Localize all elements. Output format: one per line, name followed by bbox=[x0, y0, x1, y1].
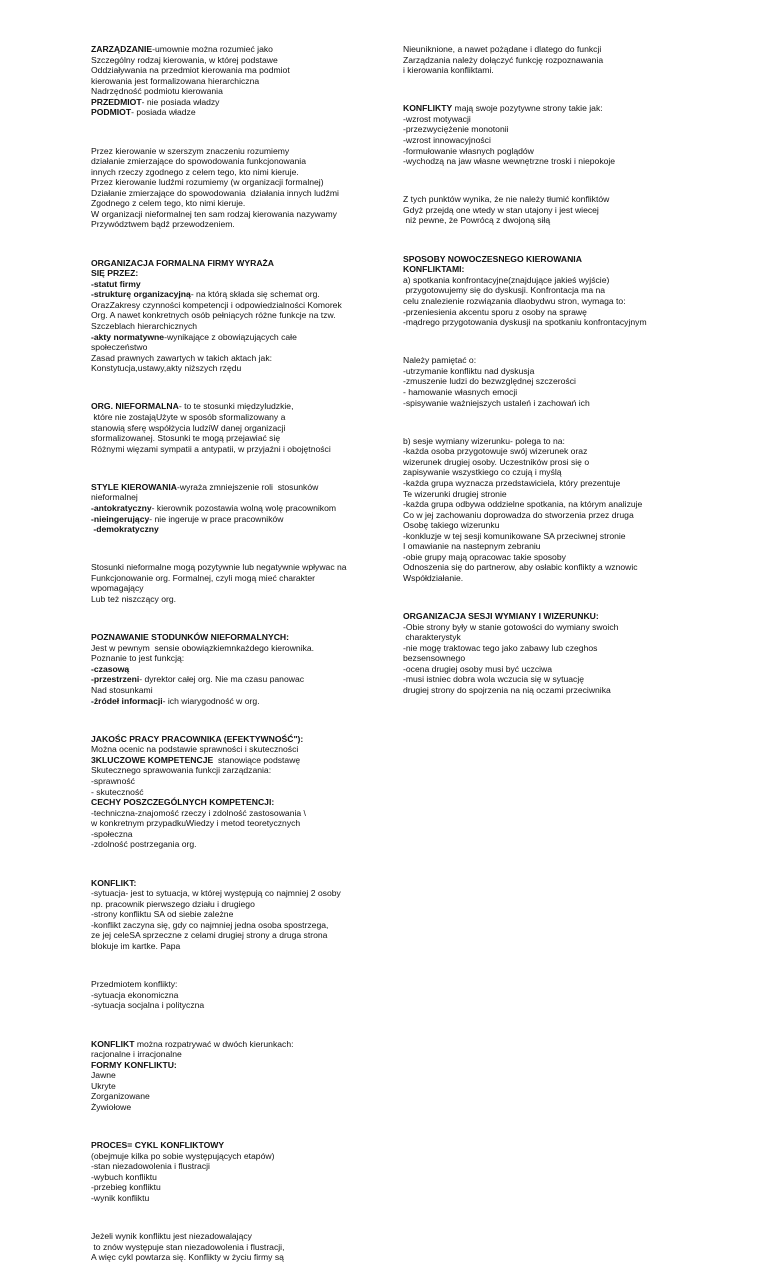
text-line bbox=[403, 611, 703, 622]
text-run: -zdolność postrzegania org. bbox=[91, 839, 197, 850]
text-line bbox=[91, 188, 391, 199]
blank-line bbox=[91, 463, 391, 474]
text-run: Przywództwem bądź przewodzeniem. bbox=[91, 219, 235, 230]
text-run: drugiej strony do spojrzenia na nią oczami przeciwnika bbox=[403, 685, 611, 696]
text-line bbox=[91, 818, 391, 829]
blank-line bbox=[91, 382, 391, 393]
text-line bbox=[91, 444, 391, 455]
text-line bbox=[91, 332, 391, 343]
text-line bbox=[91, 1000, 391, 1011]
text-run: kierowania jest formalizowana hierarchiczna bbox=[91, 75, 260, 86]
blank-line bbox=[403, 84, 703, 95]
text-run: -obie grupy mają opracowac takie sposoby bbox=[403, 551, 566, 562]
text-line bbox=[91, 167, 391, 178]
bold-text-run: POZNAWANIE STODUNKÓW NIEFORMALNYCH: bbox=[91, 632, 289, 643]
text-run: Jeżeli wynik konfliktu jest niezadowalający bbox=[91, 1231, 252, 1242]
text-line bbox=[91, 776, 391, 787]
text-line bbox=[91, 65, 391, 76]
blank-line bbox=[403, 235, 703, 246]
text-run: -spisywanie ważniejszych ustaleń i zachowań ich bbox=[403, 397, 590, 408]
blank-line bbox=[403, 592, 703, 603]
text-line bbox=[91, 1039, 391, 1050]
text-run: Funkcjonowanie org. Formalnej, czyli mogą mieć charakter bbox=[91, 572, 316, 583]
text-run: -techniczna-znajomość rzeczy i zdolność zastosowania \ bbox=[91, 807, 306, 818]
text-run: -umownie można rozumieć jako bbox=[152, 44, 273, 54]
text-line bbox=[403, 541, 703, 552]
text-run: Przedmiotem konflikty: bbox=[91, 979, 178, 990]
bold-text-run: -demokratyczny bbox=[91, 524, 159, 535]
text-line bbox=[403, 573, 703, 584]
text-run: -sytuacja socjalna i polityczna bbox=[91, 1000, 205, 1011]
bold-text-run: 3KLUCZOWE KOMPETENCJE bbox=[91, 754, 214, 765]
text-line bbox=[91, 685, 391, 696]
text-run: Działanie zmierzające do spowodowania działania innych ludźmi bbox=[91, 187, 339, 198]
text-run: wizerunek drugiej osoby. Uczestników prosi się o bbox=[403, 456, 590, 467]
text-run: Przez kierowanie ludźmi rozumiemy (w organizacji formalnej) bbox=[91, 177, 324, 188]
text-run: - kierownik pozostawia wolną wolę pracownikom bbox=[151, 502, 337, 513]
text-run: -formułowanie własnych poglądów bbox=[403, 145, 534, 156]
text-line bbox=[403, 156, 703, 167]
text-run: - ich wiarygodność w org. bbox=[162, 695, 260, 706]
text-run: ze jej celeSA sprzeczne z celami drugiej strony a druga strona bbox=[91, 930, 328, 941]
text-run: społeczeństwo bbox=[91, 342, 148, 353]
text-run: innych rzeczy zgodnego z celem tego, kto nimi kieruje. bbox=[91, 166, 299, 177]
text-run: -wzrost innowacyjności bbox=[403, 135, 491, 146]
text-run: -każda grupa odbywa oddzielne spotkania, na którym analizuje bbox=[403, 499, 643, 510]
text-run: Nad stosunkami bbox=[91, 685, 153, 696]
text-line bbox=[91, 300, 391, 311]
text-run: stanowiące podstawę bbox=[213, 754, 301, 765]
bold-text-run: PRZEDMIOT bbox=[91, 96, 142, 107]
text-line bbox=[91, 342, 391, 353]
text-run: wpomagający bbox=[91, 583, 144, 594]
text-line bbox=[91, 899, 391, 910]
text-run: - dyrektor całej org. Nie ma czasu panowac bbox=[139, 674, 305, 685]
text-line bbox=[91, 289, 391, 300]
text-line bbox=[403, 355, 703, 366]
text-line bbox=[91, 1151, 391, 1162]
text-run: Ukryte bbox=[91, 1080, 116, 1091]
text-line bbox=[91, 979, 391, 990]
bold-text-run: SIĘ PRZEZ: bbox=[91, 268, 139, 279]
text-line bbox=[403, 307, 703, 318]
text-run: celu znalezienie rozwiązania dlaobydwu stron, wymaga to: bbox=[403, 295, 626, 306]
text-line bbox=[403, 114, 703, 125]
text-run: Stosunki nieformalne mogą pozytywnie lub negatywnie wpływac na bbox=[91, 562, 347, 573]
text-line bbox=[91, 401, 391, 412]
text-line bbox=[91, 696, 391, 707]
bold-text-run: ORGANIZACJA FORMALNA FIRMY WYRAŻA bbox=[91, 257, 275, 268]
text-line bbox=[91, 755, 391, 766]
text-line bbox=[91, 1231, 391, 1242]
text-run: można rozpatrywać w dwóch kierunkach: bbox=[134, 1038, 294, 1049]
text-line bbox=[91, 321, 391, 332]
text-line bbox=[403, 65, 703, 76]
bold-text-run: -czasową bbox=[91, 663, 130, 674]
blank-line bbox=[403, 417, 703, 428]
text-line bbox=[91, 514, 391, 525]
text-line bbox=[91, 643, 391, 654]
text-run: I omawianie na nastepnym zebraniu bbox=[403, 541, 541, 552]
text-line bbox=[91, 1252, 391, 1263]
text-run: -nie mogę traktowac tego jako zabawy lub czeghos bbox=[403, 642, 598, 653]
text-line bbox=[91, 1102, 391, 1113]
bold-text-run: CECHY POSZCZEGÓLNYCH KOMPETENCJI: bbox=[91, 797, 275, 808]
text-run: Org. A nawet konkretnych osób pełniących różne funkcje na tzw. bbox=[91, 310, 336, 321]
text-line bbox=[91, 1242, 391, 1253]
text-run: nieformalnej bbox=[91, 492, 138, 503]
text-run: Skutecznego sprawowania funkcji zarządzania: bbox=[91, 765, 272, 776]
text-run: Zarządzania należy dołączyć funkcję rozpoznawania bbox=[403, 54, 604, 65]
text-line bbox=[91, 146, 391, 157]
text-run: Jest w pewnym sensie obowiązkiemnkażdego kierownika. bbox=[91, 642, 315, 653]
text-line bbox=[91, 156, 391, 167]
text-run: które nie zostająUżyte w sposób sformalizowany a bbox=[91, 411, 286, 422]
bold-text-run: KONFLIKT: bbox=[91, 877, 137, 888]
text-line bbox=[91, 412, 391, 423]
text-line bbox=[403, 124, 703, 135]
left-text-column bbox=[91, 44, 391, 1263]
text-run: OrazZakresy czynności kompetencji i odpowiedzialności Komorek bbox=[91, 299, 342, 310]
text-run: -wzrost motywacji bbox=[403, 113, 471, 124]
text-line bbox=[91, 1140, 391, 1151]
text-line bbox=[91, 632, 391, 643]
text-run: Szczeblach hierarchicznych bbox=[91, 320, 198, 331]
text-run: -konkluzje w tej sesji komunikowane SA przeciwnej stronie bbox=[403, 530, 626, 541]
text-line bbox=[403, 489, 703, 500]
bold-text-run: -przestrzeni bbox=[91, 674, 140, 685]
text-run: -sytuacja- jest to sytuacja, w której występują co najmniej 2 osoby bbox=[91, 888, 341, 899]
text-line bbox=[91, 423, 391, 434]
text-line bbox=[91, 1091, 391, 1102]
text-run: Zorganizowane bbox=[91, 1091, 150, 1102]
text-run: Konstytucja,ustawy,akty niższych rzędu bbox=[91, 363, 242, 374]
text-line bbox=[91, 930, 391, 941]
text-run: Osobę takiego wizerunku bbox=[403, 520, 500, 531]
blank-line bbox=[91, 613, 391, 624]
text-line bbox=[91, 573, 391, 584]
text-line bbox=[91, 878, 391, 889]
bold-text-run: JAKOŚC PRACY PRACOWNIKA (EFEKTYWNOŚĆ"): bbox=[91, 733, 304, 744]
text-run: Nieuniknione, a nawet pożądane i dlatego do funkcji bbox=[403, 44, 602, 54]
text-run: a) spotkania konfrontacyjne(znajdujące jakieś wyjście) bbox=[403, 274, 610, 285]
blank-line bbox=[403, 336, 703, 347]
text-line bbox=[91, 310, 391, 321]
text-line bbox=[91, 594, 391, 605]
text-run: Te wizerunki drugiej stronie bbox=[403, 488, 507, 499]
text-run: - to te stosunki międzyludzkie, bbox=[178, 401, 294, 412]
text-line bbox=[403, 387, 703, 398]
text-line bbox=[91, 787, 391, 798]
text-run: -konflikt zaczyna się, gdy co najmniej jedna osoba spostrzega, bbox=[91, 919, 329, 930]
text-line bbox=[91, 583, 391, 594]
text-run: Odnoszenia się do partnerow, aby osłabic konflikty a wznowic bbox=[403, 562, 638, 573]
text-run: zapisywanie wszystkiego co czują i myślą bbox=[403, 467, 562, 478]
bold-text-run: -strukturę organizacyjną bbox=[91, 289, 191, 300]
text-line bbox=[91, 1060, 391, 1071]
text-line bbox=[91, 86, 391, 97]
text-run: -sytuacja ekonomiczna bbox=[91, 989, 179, 1000]
text-run: - posiada władze bbox=[131, 107, 196, 118]
text-line bbox=[91, 1081, 391, 1092]
bold-text-run: ORG. NIEFORMALNA bbox=[91, 401, 179, 412]
blank-line bbox=[91, 960, 391, 971]
text-run: działanie zmierzające do spowodowania funkcjonowania bbox=[91, 156, 306, 167]
text-line bbox=[403, 510, 703, 521]
text-run: przygotowujemy się do dyskusji. Konfrontacja ma na bbox=[403, 285, 606, 296]
bold-text-run: -akty normatywne bbox=[91, 331, 165, 342]
text-line bbox=[91, 482, 391, 493]
text-line bbox=[403, 194, 703, 205]
text-run: Lub też niszczący org. bbox=[91, 594, 177, 604]
text-run: Co w jej zachowaniu doprowadza do stworzenia przez druga bbox=[403, 509, 634, 520]
text-line bbox=[91, 744, 391, 755]
text-line bbox=[91, 888, 391, 899]
text-line bbox=[91, 433, 391, 444]
text-run: Nadrzędność podmiotu kierowania bbox=[91, 86, 223, 97]
text-run: Poznanie to jest funkcją: bbox=[91, 653, 185, 664]
text-line bbox=[91, 258, 391, 269]
text-run: Oddziaływania na przedmiot kierowania ma podmiot bbox=[91, 65, 290, 76]
text-run: - skuteczność bbox=[91, 786, 144, 797]
text-line bbox=[403, 478, 703, 489]
text-run: -musi istniec dobra wola wczucia się w sytuację bbox=[403, 674, 585, 685]
text-line bbox=[91, 353, 391, 364]
text-line bbox=[403, 366, 703, 377]
text-line bbox=[91, 44, 391, 55]
text-line bbox=[91, 1070, 391, 1081]
text-line bbox=[91, 909, 391, 920]
text-line bbox=[91, 562, 391, 573]
text-line bbox=[91, 1193, 391, 1204]
text-run: -stan niezadowolenia i flustracji bbox=[91, 1161, 210, 1172]
bold-text-run: ORGANIZACJA SESJI WYMIANY I WIZERUNKU: bbox=[403, 611, 599, 622]
text-run: Przez kierowanie w szerszym znaczeniu rozumiemy bbox=[91, 145, 290, 156]
text-line bbox=[91, 920, 391, 931]
text-line bbox=[403, 44, 703, 55]
text-line bbox=[403, 632, 703, 643]
text-run: to znów występuje stan niezadowolenia i flustracji, bbox=[91, 1241, 285, 1252]
text-line bbox=[91, 797, 391, 808]
text-line bbox=[91, 198, 391, 209]
blank-line bbox=[91, 239, 391, 250]
text-line bbox=[403, 264, 703, 275]
text-line bbox=[403, 562, 703, 573]
blank-line bbox=[91, 543, 391, 554]
text-line bbox=[403, 457, 703, 468]
text-run: racjonalne i irracjonalne bbox=[91, 1049, 182, 1060]
text-run: -zmuszenie ludzi do bezwzględnej szczerości bbox=[403, 376, 576, 387]
text-run: sformalizowanej. Stosunki te mogą przejawiać się bbox=[91, 433, 281, 444]
blank-line bbox=[91, 1212, 391, 1223]
text-run: -wynikające z obowiązujących całe bbox=[164, 331, 297, 342]
text-line bbox=[91, 107, 391, 118]
bold-text-run: FORMY KONFLIKTU: bbox=[91, 1059, 177, 1070]
blank-line bbox=[91, 1121, 391, 1132]
text-run: Żywiołowe bbox=[91, 1101, 132, 1112]
text-line bbox=[91, 268, 391, 279]
text-run: Zgodnego z celem tego, kto nimi kieruje. bbox=[91, 198, 246, 209]
text-line bbox=[403, 103, 703, 114]
text-line bbox=[403, 643, 703, 654]
text-run: -wychodzą na jaw własne wewnętrzne troski i niepokoje bbox=[403, 156, 616, 167]
text-run: -Obie strony były w stanie gotowości do wymiany swoich bbox=[403, 621, 619, 632]
blank-line bbox=[403, 175, 703, 186]
text-run: -wynik konfliktu bbox=[91, 1192, 150, 1203]
blank-line bbox=[91, 858, 391, 869]
text-line bbox=[403, 520, 703, 531]
bold-text-run: STYLE KIEROWANIA bbox=[91, 481, 177, 492]
text-line bbox=[91, 524, 391, 535]
text-run: - hamowanie własnych emocji bbox=[403, 386, 518, 397]
text-line bbox=[91, 209, 391, 220]
text-run: -ocena drugiej osoby musi być uczciwa bbox=[403, 663, 553, 674]
text-line bbox=[91, 765, 391, 776]
bold-text-run: PROCES= CYKL KONFLIKTOWY bbox=[91, 1140, 225, 1151]
text-run: b) sesje wymiany wizerunku- polega to na: bbox=[403, 435, 565, 446]
text-line bbox=[403, 499, 703, 510]
text-run: Można ocenic na podstawie sprawności i skuteczności bbox=[91, 744, 299, 755]
text-line bbox=[403, 685, 703, 696]
text-line bbox=[91, 503, 391, 514]
bold-text-run: SPOSOBY NOWOCZESNEGO KIEROWANIA bbox=[403, 253, 582, 264]
text-run: -każda grupa wyznacza przedstawiciela, który prezentuje bbox=[403, 477, 621, 488]
text-line bbox=[403, 296, 703, 307]
text-run: -strony konfliktu SA od siebie zależne bbox=[91, 909, 234, 920]
bold-text-run: -nieingerujący bbox=[91, 513, 150, 524]
text-line bbox=[403, 664, 703, 675]
text-run: -przezwyciężenie monotonii bbox=[403, 124, 509, 135]
text-line bbox=[403, 376, 703, 387]
text-run: W organizacji nieformalnej ten sam rodzaj kierowania nazywamy bbox=[91, 208, 337, 219]
text-line bbox=[91, 492, 391, 503]
text-line bbox=[91, 1049, 391, 1060]
text-run: Z tych punktów wynika, że nie należy tłumić konfliktów bbox=[403, 194, 610, 205]
text-line bbox=[403, 674, 703, 685]
text-run: -sprawność bbox=[91, 776, 135, 787]
bold-text-run: KONFLIKTY bbox=[403, 103, 453, 114]
text-line bbox=[91, 941, 391, 952]
text-line bbox=[91, 219, 391, 230]
text-run: (obejmuje kilka po sobie występujących etapów) bbox=[91, 1150, 275, 1161]
text-line bbox=[91, 177, 391, 188]
bold-text-run: -antokratyczny bbox=[91, 502, 152, 513]
text-run: -wybuch konfliktu bbox=[91, 1171, 157, 1182]
text-line bbox=[403, 622, 703, 633]
text-line bbox=[91, 808, 391, 819]
text-run: charakterystyk bbox=[403, 632, 461, 643]
text-line bbox=[403, 55, 703, 66]
bold-text-run: KONFLIKTAMI: bbox=[403, 264, 465, 275]
text-line bbox=[403, 135, 703, 146]
text-line bbox=[403, 146, 703, 157]
text-run: bezsensownego bbox=[403, 653, 466, 664]
text-run: A więc cykl powtarza się. Konflikty w życiu firmy są bbox=[91, 1252, 284, 1263]
text-line bbox=[91, 839, 391, 850]
text-run: stanowią sferę współżycia ludziW danej organizacji bbox=[91, 422, 286, 433]
text-line bbox=[403, 653, 703, 664]
text-run: Szczególny rodzaj kierowania, w której podstawe bbox=[91, 54, 278, 65]
bold-text-run: ZARZĄDZANIE bbox=[91, 44, 153, 54]
bold-text-run: PODMIOT bbox=[91, 107, 132, 118]
blank-line bbox=[91, 126, 391, 137]
text-line bbox=[91, 664, 391, 675]
text-run: Zasad prawnych zawartych w takich aktach jak: bbox=[91, 352, 273, 363]
text-run: i kierowania konfliktami. bbox=[403, 65, 494, 76]
text-run: Różnymi więzami sympatii a antypatii, w przyjaźni i obojętności bbox=[91, 443, 331, 454]
text-line bbox=[91, 829, 391, 840]
text-run: -przebieg konfliktu bbox=[91, 1182, 161, 1193]
text-line bbox=[91, 1161, 391, 1172]
text-run: - nie ingeruje w prace pracowników bbox=[149, 513, 284, 524]
text-run: niż pewne, że Powrócą z dwojoną siłą bbox=[403, 215, 551, 226]
blank-line bbox=[91, 1019, 391, 1030]
text-line bbox=[403, 317, 703, 328]
right-text-column bbox=[403, 44, 703, 696]
text-line bbox=[403, 552, 703, 563]
text-line bbox=[403, 398, 703, 409]
text-run: mają swoje pozytywne strony takie jak: bbox=[452, 103, 603, 114]
text-run: - nie posiada władzy bbox=[141, 96, 220, 107]
text-line bbox=[403, 215, 703, 226]
text-run: -mądrego przygotowania dyskusji na spotkaniu konfrontacyjnym bbox=[403, 317, 647, 328]
text-line bbox=[91, 76, 391, 87]
text-line bbox=[91, 653, 391, 664]
text-run: -każda osoba przygotowuje swój wizerunek oraz bbox=[403, 446, 588, 457]
text-line bbox=[403, 275, 703, 286]
text-run: Gdyż przejdą one wtedy w stan utajony i jest wiecej bbox=[403, 204, 599, 215]
text-run: Należy pamiętać o: bbox=[403, 355, 477, 366]
text-line bbox=[91, 990, 391, 1001]
text-run: -przeniesienia akcentu sporu z osoby na sprawę bbox=[403, 306, 587, 317]
bold-text-run: -statut firmy bbox=[91, 278, 141, 289]
text-run: -społeczna bbox=[91, 828, 133, 839]
text-line bbox=[403, 436, 703, 447]
text-line bbox=[91, 55, 391, 66]
text-line bbox=[403, 285, 703, 296]
text-line bbox=[91, 1172, 391, 1183]
text-run: Współdziałanie. bbox=[403, 572, 464, 583]
text-run: Jawne bbox=[91, 1070, 116, 1081]
text-run: blokuje im kartke. Papa bbox=[91, 940, 181, 951]
text-line bbox=[403, 467, 703, 478]
text-run: -wyraża zmniejszenie roli stosunków bbox=[176, 481, 319, 492]
text-line bbox=[91, 363, 391, 374]
text-line bbox=[91, 279, 391, 290]
text-run: w konkretnym przypadkuWiedzy i metod teoretycznych bbox=[91, 818, 301, 829]
text-line bbox=[403, 446, 703, 457]
text-line bbox=[403, 531, 703, 542]
text-line bbox=[91, 97, 391, 108]
text-line bbox=[91, 1182, 391, 1193]
bold-text-run: -źródeł informacji bbox=[91, 695, 163, 706]
text-line bbox=[91, 734, 391, 745]
text-line bbox=[403, 254, 703, 265]
text-line bbox=[91, 674, 391, 685]
text-run: - na którą składa się schemat org. bbox=[190, 289, 320, 300]
blank-line bbox=[91, 715, 391, 726]
bold-text-run: KONFLIKT bbox=[91, 1038, 135, 1049]
text-run: -utrzymanie konfliktu nad dyskusja bbox=[403, 365, 535, 376]
text-run: np. pracownik pierwszego działu i drugiego bbox=[91, 898, 255, 909]
text-line bbox=[403, 205, 703, 216]
